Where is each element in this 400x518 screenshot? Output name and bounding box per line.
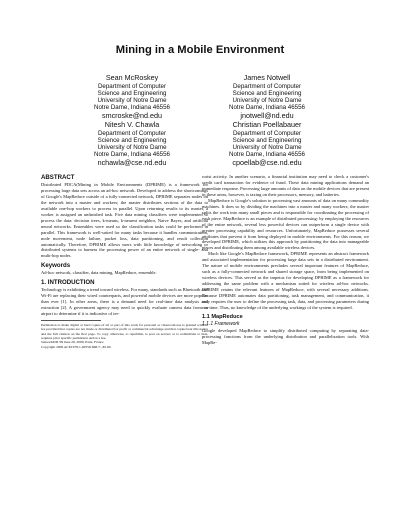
author-block-1 [62, 74, 202, 120]
author-block-3 [62, 121, 202, 167]
author-block-2 [197, 74, 337, 120]
author-city: Notre Dame, Indiana 46556 [228, 151, 306, 159]
author-city: Notre Dame, Indiana 46556 [93, 104, 171, 112]
author-name: Nitesh V. Chawla [104, 120, 160, 129]
author-email: cpoellab@cse.nd.edu [232, 157, 302, 167]
introduction-text: Technology is exhibiting a trend toward wireless. For many, standards such as Bluetooth and Wi-Fi are replacing their wired counterparts, and powerful mobile devices are more popular than ever [1]. In other areas, there is a demand need for real-time data analysis and extraction [2]. A government agency may need to quickly evaluate camera data from an airport to determine if it is indicative of ter- [41, 287, 208, 317]
keywords-heading: Keywords [41, 262, 71, 270]
intro-continuation: rorist activity. In another scenario, a financial institution may need to check a customer's credit card transaction for evidence of fraud. These data mining applications demand an immediate response. Processing large amounts of data on the mobile devices that are present in these areas, however, is taxing on their processors, memory, and batteries. [202, 174, 369, 197]
framework-paragraph: Google developed MapReduce to simplify distributed computing by separating data-processing functions from the underlying distribution and parallelization tools. With MapRe- [202, 327, 369, 345]
mapreduce-paragraph: MapReduce is Google's solution to processing vast amounts of data on many commodity machines. It does so by dividing the machines into a master and many workers; the master splits the work into many small pieces and is responsible for coordinating the processing of each piece. MapReduce is an example of distributed processing: by employing the resources of the entire network, several less powerful devices can outperform a single device with greater processing capability and resources. Unfortunately, MapReduce possesses several attributes that prevent it from being deployed in mobile environments. For this reason, we developed DPRIME, which utilizes this approach by partitioning the data into manageable pieces and distributing them among available wireless devices. [202, 197, 369, 251]
author-university: University of Notre Dame [232, 97, 302, 105]
author-dept-line-1: Department of Computer [97, 82, 167, 90]
abstract-heading: ABSTRACT [41, 174, 75, 181]
author-city: Notre Dame, Indiana 46556 [93, 151, 171, 159]
author-email: smcroske@nd.edu [101, 110, 163, 120]
section-1-1-1-heading: 1.1.1 Framework [202, 321, 240, 328]
author-name: Christian Poellabauer [232, 120, 302, 129]
copyright-footnote: Permission to make digital or hard copies of all or part of this work for personal or classroom use is granted without fee provided that copies are not made or distributed for profit or commercial advantage and that copies bear this notice and the full citation on the first page. To copy otherwise, to republish, to post on servers or to redistribute to lists, requires prior specific permission and/or a fee. [41, 323, 208, 340]
author-dept-line-2: Science and Engineering [232, 89, 302, 97]
paper-title: Mining in a Mobile Environment [115, 44, 285, 56]
author-name: Sean McRoskey [105, 73, 159, 82]
author-dept-line-1: Department of Computer [97, 129, 167, 137]
author-university: University of Notre Dame [97, 144, 167, 152]
dprime-paragraph: Much like Google's MapReduce framework, DPRIME represents an abstract framework and associated implementation for processing large data sets in a distributed environment. The nature of mobile environments precludes several important features of MapReduce, such as a fully-connected network and shared storage space, from being implemented on wireless devices. This served as the impetus for developing DPRIME as a framework for addressing the same problem with a mechanism suited for wireless ad-hoc networks. DPRIME retains the relevant features of MapReduce, with several necessary additions. Because DPRIME automates data partitioning, task management, and communication, it only requires the user to define the processing task, data, and processing parameters during run-time. Thus, no knowledge of the underlying workings of the system is required. [202, 251, 369, 310]
author-university: University of Notre Dame [97, 97, 167, 105]
author-dept-line-2: Science and Engineering [232, 136, 302, 144]
author-university: University of Notre Dame [232, 144, 302, 152]
author-dept-line-1: Department of Computer [232, 82, 302, 90]
author-city: Notre Dame, Indiana 46556 [228, 104, 306, 112]
introduction-heading: 1. INTRODUCTION [41, 279, 95, 287]
author-dept-line-2: Science and Engineering [97, 89, 167, 97]
left-column [41, 174, 208, 349]
author-email: jnotwell@nd.edu [240, 110, 294, 120]
author-block-4 [197, 121, 337, 167]
footnote-rule [41, 320, 101, 321]
author-dept-line-2: Science and Engineering [97, 136, 167, 144]
right-column [202, 174, 369, 346]
section-1-1-heading: 1.1 MapReduce [202, 313, 243, 320]
abstract-text: Distributed PDCA(Mining in Mobile Environments (DPRIME) is a framework for processing large data sets across an ad-hoc network. Developed to address the shortcomings of Google's MapReduce outside of a fully-connected network, DPRIME separates nodes on the network into a master and workers; the master distributes sections of the data to available one-hop workers to process in parallel. Upon returning results to its master, a worker is assigned an unfinished task. Five data mining classifiers were implemented to process the data: decision trees, k-means, k-nearest neighbor, Naive Bayes, and artificial neural networks. Ensembles were used so the classification tasks could be performed in parallel. This framework is well-suited for many tasks because it handles communication, node movement, node failure, packet loss, data partitioning, and result collection automatically. Therefore, DPRIME allows users with little knowledge of networking or distributed systems to harness the processing power of an entire network of single- and multi-hop nodes. [41, 182, 208, 259]
conference-footnote: SensorKDD '09 June 28, 2009, Paris, France [41, 340, 104, 345]
keywords-text: Ad-hoc network, classifier, data mining, MapReduce, ensemble. [41, 270, 157, 276]
copyright-line: Copyright 2009 ACM 978-1-60558-668-7...$5.00. [41, 344, 112, 349]
author-name: James Notwell [243, 73, 291, 82]
author-dept-line-1: Department of Computer [232, 129, 302, 137]
author-email: nchawla@cse.nd.edu [97, 157, 167, 167]
